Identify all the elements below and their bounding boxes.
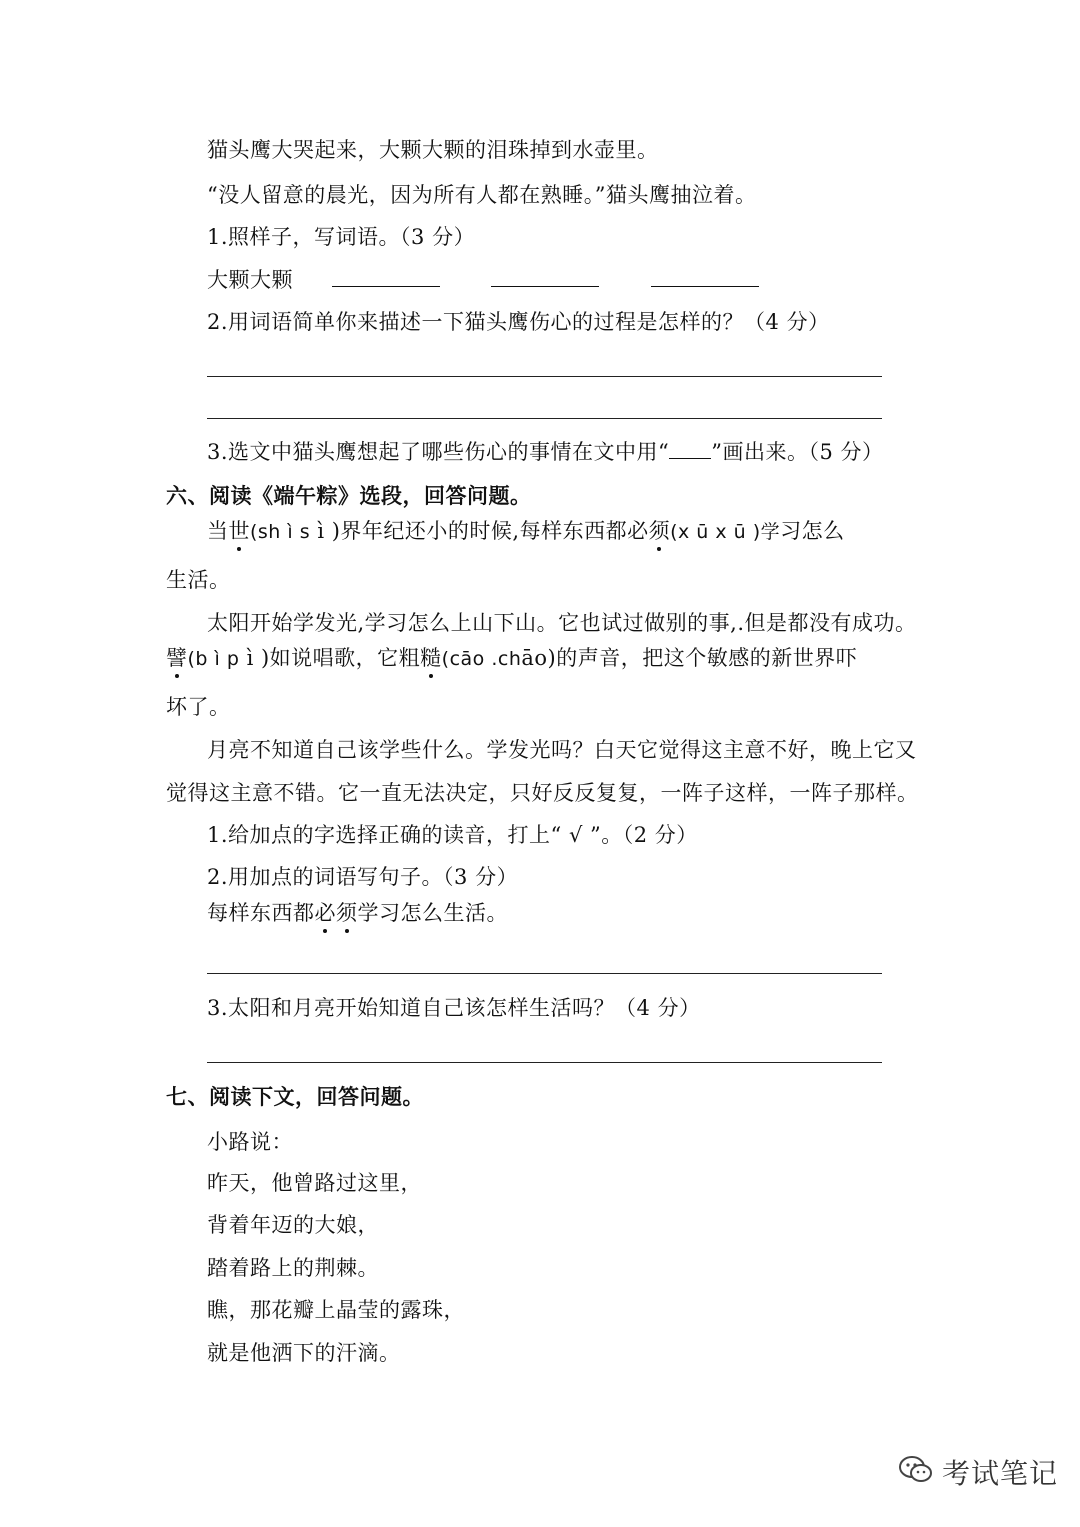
poem-line: 瞧，那花瓣上晶莹的露珠， (207, 1298, 465, 1322)
dotted-char: 譬 (166, 643, 188, 673)
passage-line: 譬(b ì p ì )如说唱歌，它粗糙(cāo .chāo)的声音，把这个敏感的新世界吓 (166, 643, 857, 674)
poem-line: 昨天，他曾路过这里， (207, 1171, 422, 1195)
passage-line: 太阳开始学发光,学习怎么上山下山。它也试过做别的事,.但是都没有成功。 (207, 611, 917, 635)
poem-line: 就是他洒下的汗滴。 (207, 1341, 401, 1365)
question-1: 1.照样子，写词语。（3 分） (207, 225, 476, 249)
sentence-example: 每样东西都必须学习怎么生活。 (207, 898, 508, 928)
answer-line[interactable] (207, 973, 882, 974)
section-heading-6: 六、阅读《端午粽》选段，回答问题。 (166, 484, 532, 508)
passage-line: 当世(sh ì s ì )界年纪还小的时候,每样东西都必须(x ū x ū )学习怎么 (207, 516, 845, 547)
section-heading-7: 七、阅读下文，回答问题。 (166, 1085, 424, 1109)
dotted-char: 糙 (420, 643, 442, 673)
answer-blank[interactable] (491, 264, 599, 287)
question-1: 1.给加点的字选择正确的读音，打上“ √ ”。（2 分） (207, 823, 698, 847)
passage-line: 猫头鹰大哭起来，大颗大颗的泪珠掉到水壶里。 (207, 138, 659, 162)
underline-mark (669, 440, 711, 459)
answer-line[interactable] (207, 418, 882, 419)
answer-line[interactable] (207, 1062, 882, 1063)
answer-blank[interactable] (651, 264, 759, 287)
poem-line: 小路说： (207, 1130, 293, 1154)
passage-line: 觉得这主意不错。它一直无法决定，只好反反复复，一阵子这样，一阵子那样。 (166, 781, 919, 805)
wechat-icon (898, 1455, 934, 1489)
answer-line[interactable] (207, 376, 882, 377)
watermark-text: 考试笔记 (942, 1457, 1059, 1490)
passage-line: 月亮不知道自己该学些什么。学发光吗？白天它觉得这主意不好，晚上它又 (207, 738, 917, 762)
dotted-char: 须 (336, 898, 358, 928)
poem-line: 踏着路上的荆棘。 (207, 1256, 379, 1280)
word-example-row (207, 264, 759, 295)
watermark (898, 1452, 1058, 1492)
question-2: 2.用加点的词语写句子。（3 分） (207, 865, 519, 889)
passage-line: “没人留意的晨光，因为所有人都在熟睡。”猫头鹰抽泣着。 (207, 183, 757, 207)
passage-line: 生活。 (166, 568, 231, 592)
dotted-char: 必 (315, 898, 337, 928)
dotted-char: 须 (649, 516, 671, 546)
word-example: 大颗大颗 (207, 268, 293, 292)
passage-line: 坏了。 (166, 695, 231, 719)
question-3: 3.太阳和月亮开始知道自己该怎样生活吗？（4 分） (207, 996, 701, 1020)
question-3: 3.选文中猫头鹰想起了哪些伤心的事情在文中用“ ”画出来。（5 分） (207, 440, 884, 464)
answer-blank[interactable] (332, 264, 440, 287)
dotted-char: 世 (229, 516, 251, 546)
poem-line: 背着年迈的大娘， (207, 1213, 379, 1237)
question-2: 2.用词语简单你来描述一下猫头鹰伤心的过程是怎样的？（4 分） (207, 310, 830, 334)
